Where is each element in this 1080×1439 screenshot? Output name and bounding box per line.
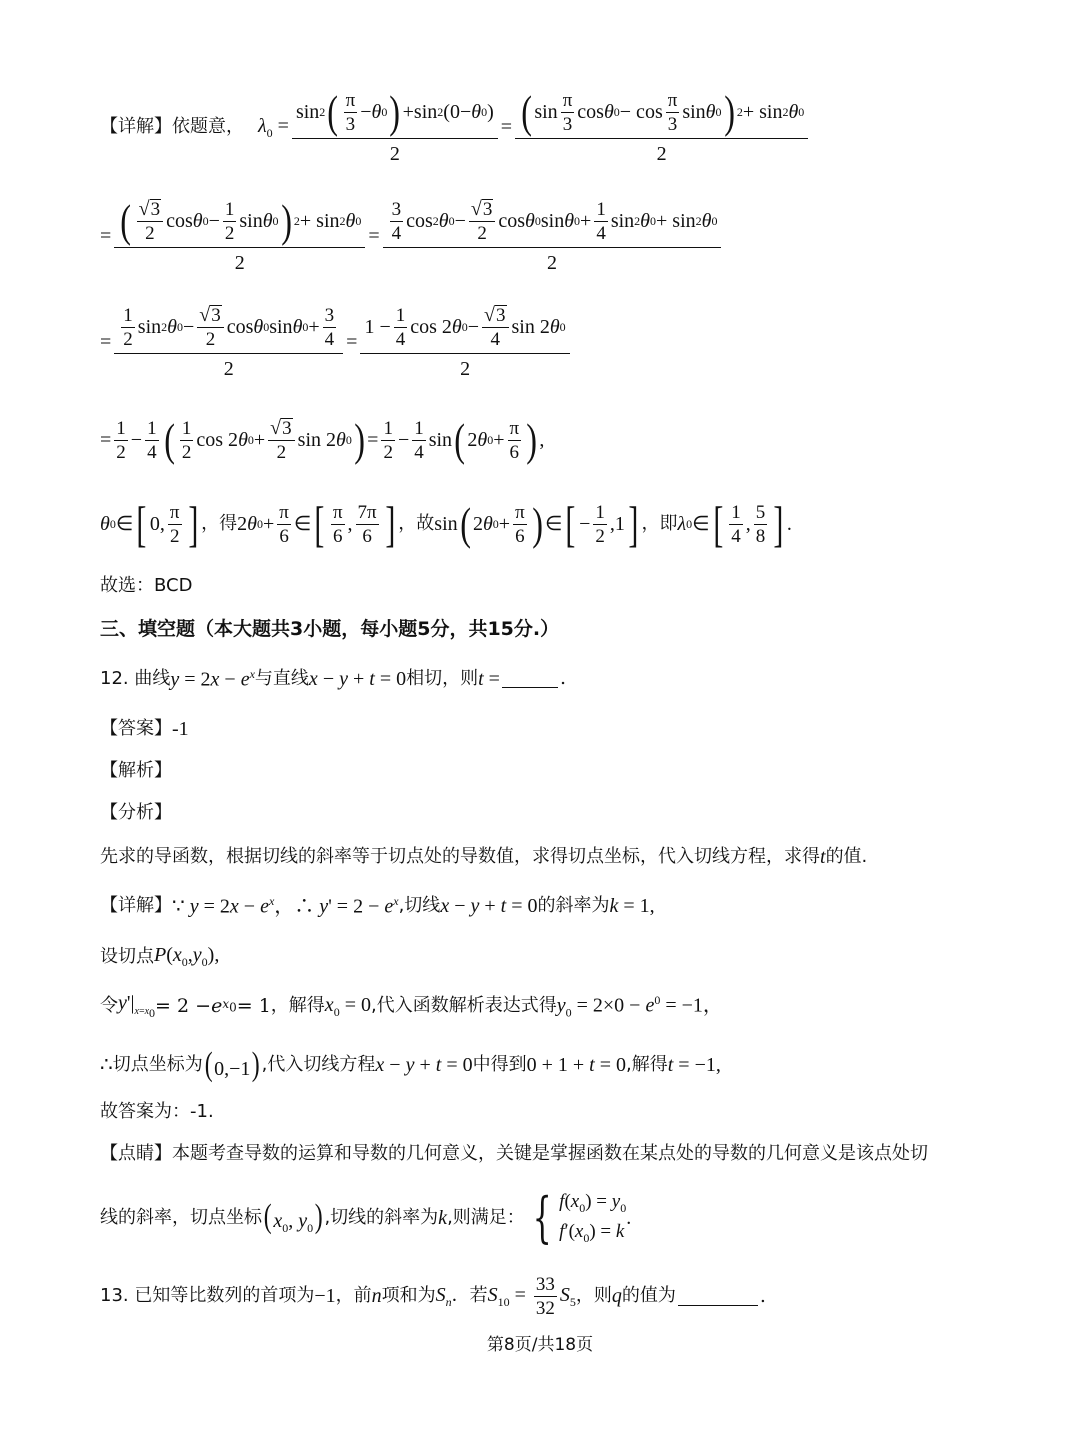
text-ie: ，即 — [641, 513, 678, 534]
q12-mid1: 与直线 — [254, 667, 309, 689]
fenxi-tag: 【分析】 — [100, 802, 172, 823]
question-12: 12. 曲线 $y = 2x - e^x$ 与直线 x − y + t = 0 相切，则 t = . — [100, 667, 566, 691]
lambda-zero-label: $\lambda_0$ = — [258, 114, 289, 140]
intro-text: 依题意， — [172, 116, 244, 137]
fenxi-body: 先求的导函数，根据切线的斜率等于切点处的导数值，求得切点坐标，代入切线方程，求得 — [100, 846, 820, 867]
fraction-3: ( √ 3 2 cos θ 0 − $\frac{1}{2}$ sin θ 0 ) 2 + sin 2 θ 0 2 — [114, 199, 365, 273]
fraction-6: 1 − $\frac{1}{4}$ cos 2 θ 0 − √ 3 4 sin 2 θ 0 2 — [360, 305, 569, 379]
q12-prefix: 12. 曲线 — [100, 667, 171, 689]
choice-result: 故选：BCD — [100, 575, 193, 596]
dianjing-tag: 【点睛】 — [100, 1143, 172, 1164]
fraction-2: ( sin $\frac{\pi}{3}$ cos θ 0 − cos $\frac{\pi}{3}$ sin θ 0 ) 2 + sin 2 θ 0 2 — [515, 91, 808, 164]
detail-slope2: 的斜率为 — [537, 894, 610, 916]
set-point-line: 设切点 $P(x_0,y_0)$, — [100, 944, 220, 969]
substitute-text: ,代入函数解析表达式得 — [370, 995, 557, 1016]
q13-mid4: ，则 — [575, 1285, 612, 1306]
solve-text: ，解得 — [270, 995, 325, 1016]
lambda-definition-line: 【详解】 依题意， $\lambda_0$ = sin 2 ( $\frac{\pi}{3}$ − θ 0 ) +sin 2 (0− θ 0 ) 2 = ( sin $\frac{\pi}{3}$ cos θ 0 − cos $\frac{\pi}{3}$ sin θ 0 ) 2 + sin 2 θ 0 2 — [100, 72, 811, 182]
set-point-text: 设切点 — [100, 945, 154, 967]
q12-mid2: 相切，则 — [406, 667, 479, 689]
dianjing-text2a: 线的斜率，切点坐标 — [100, 1207, 262, 1228]
theta-range-line: θ 0 ∈ [ 0, $\frac{\pi}{2}$ ] ，得 2 θ 0 + $\frac{\pi}{6}$ ∈ [ $\frac{\pi}{6}$ , $\frac{7\pi}{6}$ ] ，故 sin ( 2 θ 0 + $\frac{\pi}{6}$ ) ∈ [ − $\frac{1}{2}$ ,1 ] ，即 λ 0 ∈ [ $\frac{1}{4}$ , $\frac{5}{8}$ ] . — [100, 495, 792, 552]
answer-blank — [502, 669, 558, 688]
q13-mid2: 项和为 — [381, 1285, 436, 1306]
fraction-1: sin 2 ( $\frac{\pi}{3}$ − θ 0 ) +sin 2 (0− θ 0 ) 2 — [292, 91, 498, 164]
derivative-line: 令 $y'|_{x=x_0}$ = 2 − e $x_0$ = 1 ，解得 $x_0 = 0$ ,代入函数解析表达式得 $y_0 = 2\times 0 - e^0 = -1$， — [100, 992, 723, 1020]
question-13: 13. 已知等比数列的首项为 −1 ，前 n 项和为 $S_n$ ．若 $S_{10}$ = $\frac{33}{32}$ $S_5$ ，则 q 的值为 . — [100, 1273, 766, 1319]
section-title: 三、填空题（本大题共3小题，每小题5分，共15分.） — [100, 618, 560, 640]
final-answer: 故答案为：-1. — [100, 1101, 214, 1122]
detail-line: 【详解】 ∵ $y = 2x - e^x$，∴ $y' = 2 - e^x$ ,切线 x − y + t = 0 的斜率为 k = 1, — [100, 894, 655, 918]
fenxi-tail: 的值. — [825, 846, 868, 867]
dianjing-line-2: 线的斜率，切点坐标 ($x_0$, $y_0$) ,切线的斜率为 k ,则满足： { $f(x_0) = y_0$ $f'(x_0) = k$ . — [100, 1186, 632, 1250]
get-text: 中得到 — [472, 1054, 527, 1076]
fraction-4: $\frac{3}{4}$ cos 2 θ 0 − √ 3 2 cos θ 0 sin θ 0 + $\frac{1}{4}$ sin 2 θ 0 + sin 2 θ 0 2 — [383, 199, 722, 273]
detail-slope: ,切线 — [398, 894, 441, 916]
q13-prefix: 13. 已知等比数列的首项为 — [100, 1285, 315, 1306]
substitute-line-text: ,代入切线方程 — [261, 1054, 376, 1076]
q13-mid3: ．若 — [451, 1285, 488, 1306]
answer-line — [100, 719, 189, 739]
dianjing-text2b: ,切线的斜率为 — [324, 1207, 439, 1228]
answer-value: -1 — [172, 718, 189, 740]
detail-tag-2: 【详解】 — [100, 894, 172, 916]
analysis-tag: 【解析】 — [100, 760, 172, 781]
tangent-coord-text: 切点坐标为 — [112, 1054, 203, 1076]
dianjing-line-1 — [100, 1145, 928, 1163]
dianjing-text: 本题考查导数的运算和导数的几何意义，关键是掌握函数在某点处的导数的几何意义是该点处切 — [172, 1143, 928, 1164]
answer-blank-13 — [678, 1287, 758, 1306]
simplified-line: = $\frac{1}{2}$ − $\frac{1}{4}$ ( $\frac{1}{2}$ cos 2 θ 0 + √ 3 2 sin 2 θ 0 ) = $\frac{1}{2}$ − $\frac{1}{4}$ sin ( 2 θ 0 + $\frac{\pi}{6}$ ) , — [100, 414, 545, 466]
expansion-line-1: = ( √ 3 2 cos θ 0 − $\frac{1}{2}$ sin θ 0 ) 2 + sin 2 θ 0 2 = $\frac{3}{4}$ cos 2 θ 0 − √ 3 2 cos θ 0 sin θ 0 + $\frac{1}{4}$ sin 2 θ 0 + sin 2 θ 0 2 — [100, 188, 724, 284]
text-so: ，故 — [398, 513, 435, 534]
solve2-text: ,解得 — [626, 1054, 668, 1076]
detail-tag: 【详解】 — [100, 116, 172, 137]
q13-mid5: 的值为 — [621, 1285, 676, 1306]
page-footer: 第8页/共18页 — [486, 1335, 594, 1355]
answer-tag: 【答案】 — [100, 718, 172, 739]
fraction-5: $\frac{1}{2}$ sin 2 θ 0 − √ 3 2 cos θ 0 sin θ 0 + $\frac{3}{4}$ 2 — [114, 305, 343, 379]
q13-mid1: ，前 — [335, 1285, 372, 1306]
fenxi-text: 先求的导函数，根据切线的斜率等于切点处的导数值，求得切点坐标，代入切线方程，求得 t 的值. — [100, 846, 868, 868]
expansion-line-2: = $\frac{1}{2}$ sin 2 θ 0 − √ 3 2 cos θ 0 sin θ 0 + $\frac{3}{4}$ 2 = 1 − $\frac{1}{4}$ cos 2 θ 0 − √ 3 4 sin 2 θ 0 2 — [100, 300, 573, 384]
let-text: 令 — [100, 995, 118, 1016]
text-get: ，得 — [201, 513, 238, 534]
equation-system: $f(x_0) = y_0$ $f'(x_0) = k$ — [559, 1191, 627, 1245]
tangent-point-line: ∴ 切点坐标为 (0,−1) ,代入切线方程 x − y + t = 0 中得到 0 + 1 + t = 0 ,解得 t = −1, — [100, 1046, 721, 1083]
dianjing-text2c: ,则满足： — [447, 1207, 525, 1228]
